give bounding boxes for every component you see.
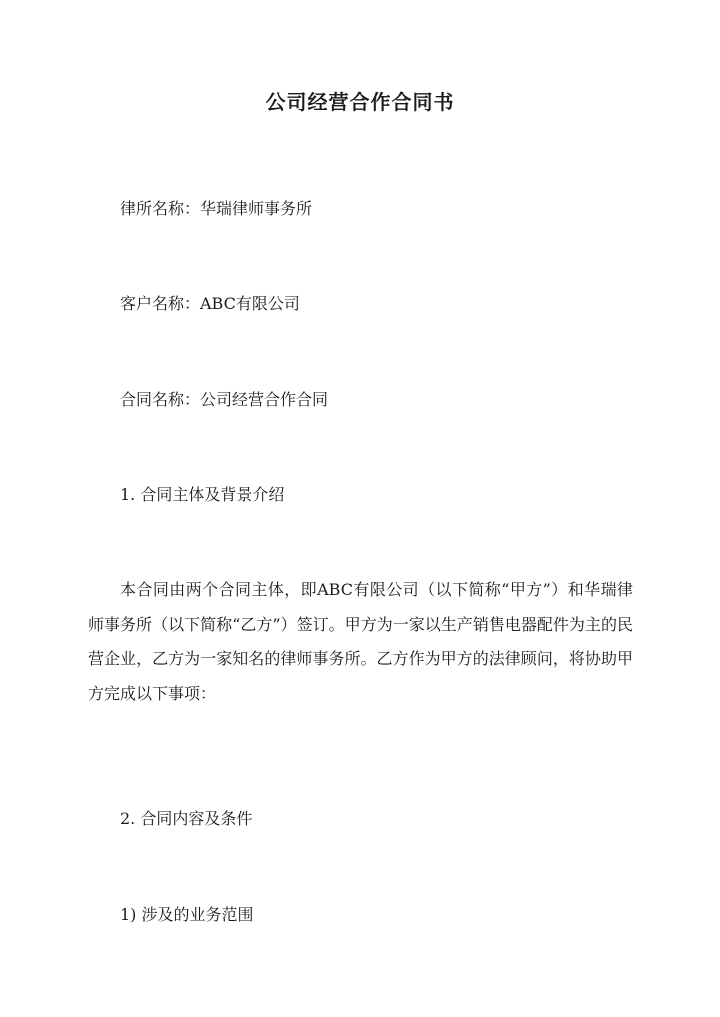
subsection-1-heading: 1) 涉及的业务范围: [120, 905, 254, 924]
section-1-body-paragraph: 本合同由两个合同主体，即ABC有限公司（以下简称“甲方”）和华瑞律师事务所（以下简称“乙方”）签订。甲方为一家以生产销售电器配件为主的民营企业，乙方为一家知名的律师事务所。乙方作为甲方的法律顾问，将协助甲方完成以下事项：: [88, 580, 633, 703]
law-firm-name-line: 律所名称：华瑞律师事务所: [120, 199, 313, 218]
section-2-heading: 2. 合同内容及条件: [120, 809, 253, 828]
document-title: 公司经营合作合同书: [265, 90, 455, 114]
client-name-line: 客户名称：ABC有限公司: [120, 294, 300, 313]
contract-name-line: 合同名称：公司经营合作合同: [120, 390, 329, 409]
section-1-heading: 1. 合同主体及背景介绍: [120, 485, 285, 504]
